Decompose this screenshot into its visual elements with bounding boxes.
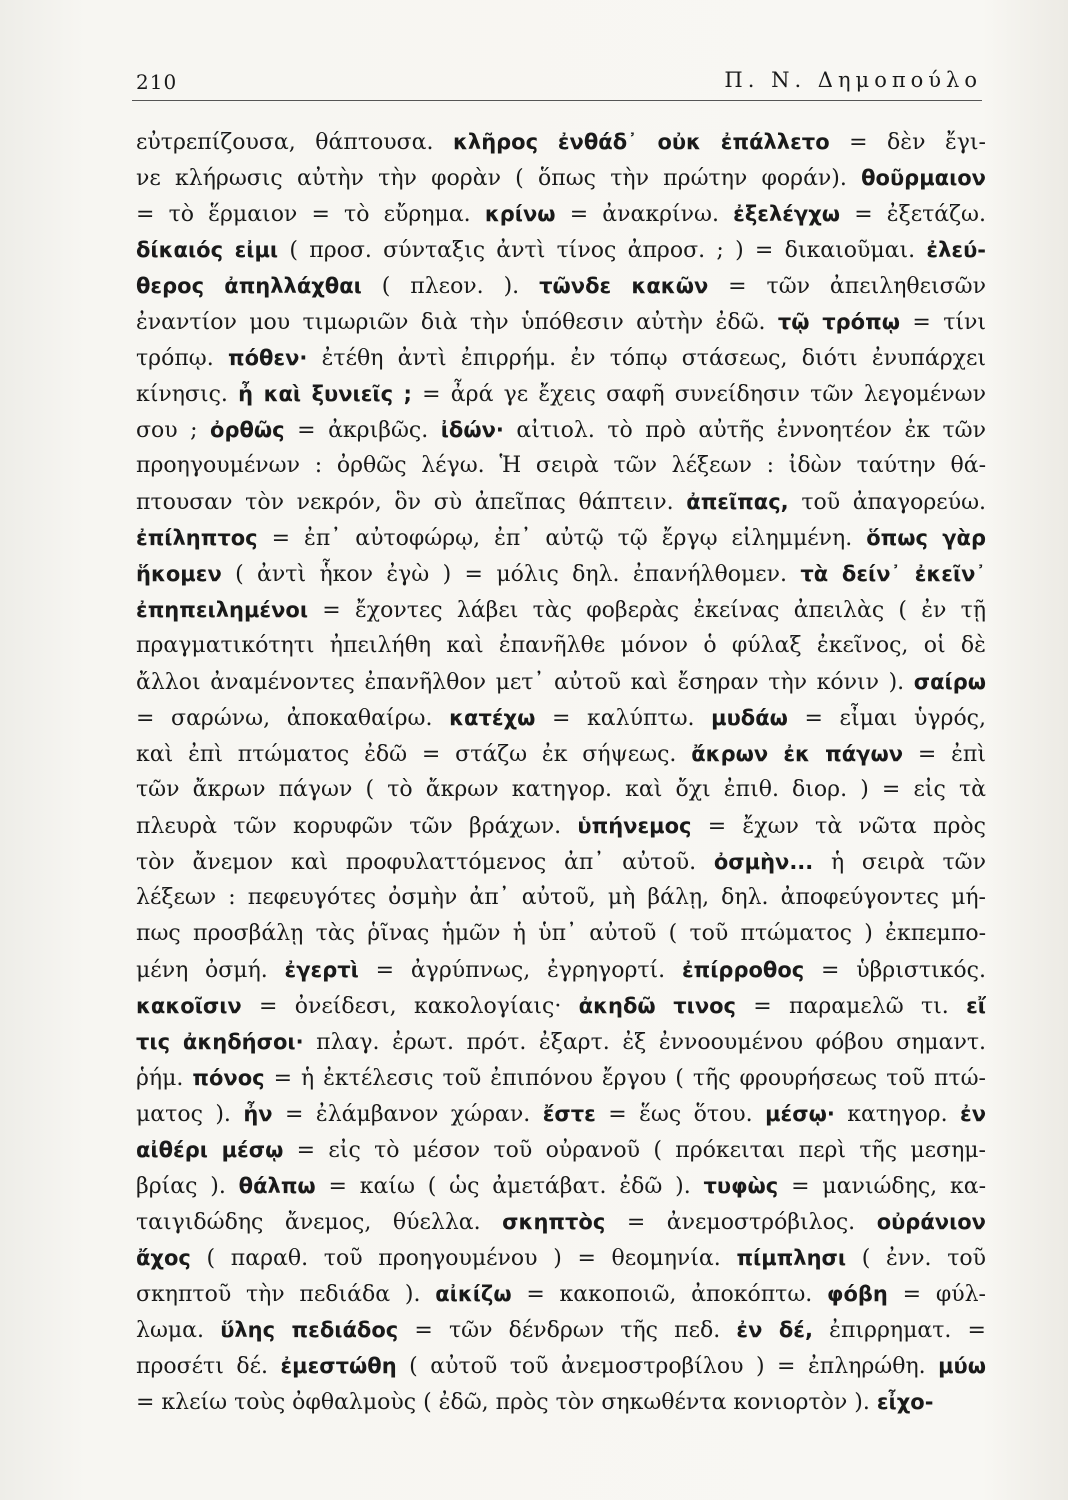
- headword: ἀπεῖπας,: [686, 490, 789, 514]
- commentary-text: [136, 124, 986, 1420]
- gloss-text: = δὲν ἔγι-: [829, 130, 986, 155]
- text-line: [136, 1096, 986, 1132]
- gloss-text: εὐτρεπίζουσα, θάπτουσα.: [136, 130, 453, 155]
- headword: ὑπήνεμος: [577, 814, 692, 838]
- headword: ἦ καὶ ξυνιεῖς ;: [238, 382, 412, 406]
- headword: ὀρθῶς: [210, 418, 285, 442]
- headword: ἐπηπειλημένοι: [136, 598, 309, 622]
- gloss-text: πραγματικότητι ἠπειλήθη καὶ ἐπανῆλθε μόνον ὁ φύλαξ ἐκεῖνος, οἱ δὲ: [136, 633, 986, 658]
- headword: πόνος: [192, 1066, 265, 1090]
- running-head: Π. Ν. Δημοπούλο: [724, 68, 982, 92]
- gloss-text: κίνησις.: [136, 382, 239, 407]
- gloss-text: = κακοποιῶ, ἀποκόπτω.: [511, 1282, 828, 1307]
- text-line: [136, 808, 986, 844]
- gloss-text: ἡ σειρὰ τῶν: [813, 850, 986, 875]
- gloss-text: = ἐξετάζω.: [840, 202, 986, 227]
- headword: κακοῖσιν: [136, 994, 242, 1018]
- headword: ἐν: [960, 1102, 986, 1126]
- headword: ἐν δέ,: [736, 1318, 813, 1342]
- text-line: [136, 1060, 986, 1096]
- gloss-text: ( προσ. σύνταξις ἀντὶ τίνος ἀπροσ. ; ) = δικαιοῦμαι.: [278, 238, 927, 263]
- gloss-text: πλευρὰ τῶν κορυφῶν τῶν βράχων.: [136, 814, 578, 839]
- text-line: [136, 520, 986, 556]
- gloss-text: μένη ὀσμή.: [136, 958, 285, 983]
- gloss-text: = εἰς τὸ μέσον τοῦ οὐρανοῦ ( πρόκειται περὶ τῆς μεσημ-: [283, 1138, 986, 1163]
- gloss-text: αἰτιολ. τὸ πρὸ αὐτῆς ἐννοητέον ἐκ τῶν: [503, 418, 986, 443]
- gloss-text: ( πλεον. ).: [361, 274, 540, 299]
- gloss-text: = καλύπτω.: [535, 706, 712, 731]
- text-line: [136, 628, 986, 664]
- text-line: [136, 1168, 986, 1204]
- gloss-text: = κλείω τοὺς ὀφθαλμοὺς ( ἐδῶ, πρὸς τὸν σηκωθέντα κονιορτὸν ).: [136, 1390, 877, 1415]
- headword: φόβη: [827, 1282, 888, 1306]
- text-line: [136, 664, 986, 700]
- text-line: [136, 736, 986, 772]
- gloss-text: σου ;: [136, 418, 211, 443]
- text-line: [136, 160, 986, 196]
- headword: ὀσμὴν...: [713, 850, 814, 874]
- gloss-text: νε κλήρωσις αὐτὴν τὴν φορὰν ( ὅπως τὴν πρώτην φοράν).: [136, 166, 862, 191]
- text-line: [136, 1276, 986, 1312]
- headword: αἰκίζω: [435, 1282, 512, 1306]
- headword: ἐμεστώθη: [280, 1354, 397, 1378]
- text-line: [136, 844, 986, 880]
- headword: κρίνω: [484, 202, 556, 226]
- headword: δίκαιός εἰμι: [136, 238, 279, 262]
- gloss-text: πλαγ. ἐρωτ. πρότ. ἐξαρτ. ἐξ ἐννοουμένου φόβου σημαντ.: [303, 1030, 986, 1055]
- gloss-text: = τῶν ἀπειληθεισῶν: [708, 274, 986, 299]
- gloss-text: λωμα.: [136, 1318, 221, 1343]
- gloss-text: καὶ ἐπὶ πτώματος ἐδῶ = στάζω ἐκ σήψεως.: [136, 742, 692, 767]
- gloss-text: κατηγορ.: [834, 1102, 960, 1127]
- gloss-text: = ἐλάμβανον χώραν.: [272, 1102, 543, 1127]
- gloss-text: = ἐπὶ: [903, 742, 986, 767]
- text-line: [136, 1024, 986, 1060]
- gloss-text: = ὑβριστικός.: [804, 958, 986, 983]
- gloss-text: ταιγιδώδης ἄνεμος, θύελλα.: [136, 1210, 503, 1235]
- gloss-text: λέξεων : πεφευγότες ὀσμὴν ἀπ᾽ αὐτοῦ, μὴ βάλῃ, δηλ. ἀποφεύγοντες μή-: [136, 885, 986, 910]
- gloss-text: ἐπιρρηματ. =: [812, 1318, 986, 1343]
- gloss-text: = ἔχοντες λάβει τὰς φοβερὰς ἐκείνας ἀπειλὰς ( ἐν τῇ: [308, 598, 986, 623]
- gloss-text: = ἀνεμοστρόβιλος.: [605, 1210, 877, 1235]
- page-number: 210: [136, 70, 178, 94]
- gloss-text: = ἆρά γε ἔχεις σαφῆ συνείδησιν τῶν λεγομένων: [411, 382, 986, 407]
- headword: ἐξελέγχω: [733, 202, 841, 226]
- text-line: [136, 1204, 986, 1240]
- gloss-text: = ἀνακρίνω.: [555, 202, 734, 227]
- headword: εἶχο-: [876, 1390, 934, 1414]
- gloss-text: = ἀκριβῶς.: [284, 418, 441, 443]
- headword: αἰθέρι μέσῳ: [136, 1138, 284, 1162]
- headword: κατέχω: [449, 706, 536, 730]
- gloss-text: = τῶν δένδρων τῆς πεδ.: [398, 1318, 737, 1343]
- text-line: [136, 556, 986, 592]
- text-line: [136, 232, 986, 268]
- headword: μέσῳ·: [765, 1102, 835, 1126]
- headword: ἄκρων ἐκ πάγων: [691, 742, 903, 766]
- text-line: [136, 340, 986, 376]
- gloss-text: = τίνι: [899, 310, 986, 335]
- text-line: [136, 1384, 986, 1420]
- headword: τὰ δείν᾽ ἐκεῖν᾽: [800, 562, 986, 586]
- headword: σαίρω: [913, 670, 986, 694]
- gloss-text: τὸν ἄνεμον καὶ προφυλαττόμενος ἀπ᾽ αὐτοῦ.: [136, 850, 714, 875]
- gloss-text: ( παραθ. τοῦ προηγουμένου ) = θεομηνία.: [190, 1246, 737, 1271]
- gloss-text: βρίας ).: [136, 1174, 239, 1199]
- gloss-text: ἄλλοι ἀναμένοντες ἐπανῆλθον μετ᾽ αὐτοῦ καὶ ἔσηραν τὴν κόνιν ).: [136, 670, 914, 695]
- headword: εἴ: [966, 994, 986, 1018]
- headword: ἐγερτὶ: [284, 958, 359, 982]
- headword: ἐπίληπτος: [136, 526, 258, 550]
- text-line: [136, 952, 986, 988]
- gloss-text: τῶν ἄκρων πάγων ( τὸ ἄκρων κατηγορ. καὶ ὄχι ἐπιθ. διορ. ) = εἰς τὰ: [136, 777, 986, 802]
- gloss-text: ἐτέθη ἀντὶ ἐπιρρήμ. ἐν τόπῳ στάσεως, διότι ἐνυπάρχει: [307, 346, 986, 371]
- headword: θοῦρμαιον: [861, 166, 986, 190]
- text-line: [136, 988, 986, 1024]
- headword: πίμπλησι: [736, 1246, 847, 1270]
- headword: θερος ἀπηλλάχθαι: [136, 274, 362, 298]
- headword: πόθεν·: [227, 346, 308, 370]
- text-line: [136, 268, 986, 304]
- headword: τυφὼς: [703, 1174, 779, 1198]
- headword: ὕλης πεδιάδος: [220, 1318, 399, 1342]
- gloss-text: = ἔχων τὰ νῶτα πρὸς: [691, 814, 986, 839]
- gloss-text: πως προσβάλῃ τὰς ῥῖνας ἡμῶν ἡ ὑπ᾽ αὐτοῦ ( τοῦ πτώματος ) ἐκπεμπο-: [136, 921, 986, 946]
- headword: ἔστε: [542, 1102, 596, 1126]
- headword: ἦν: [243, 1102, 273, 1126]
- gloss-text: ματος ).: [136, 1102, 244, 1127]
- text-line: [136, 772, 986, 808]
- text-line: [136, 196, 986, 232]
- headword: οὐράνιον: [876, 1210, 986, 1234]
- page-header: [132, 66, 982, 101]
- text-line: [136, 700, 986, 736]
- gloss-text: προηγουμένων : ὀρθῶς λέγω. Ἡ σειρὰ τῶν λέξεων : ἰδὼν ταύτην θά-: [136, 453, 986, 478]
- headword: θάλπω: [238, 1174, 316, 1198]
- headword: τῷ τρόπῳ: [777, 310, 900, 334]
- gloss-text: σκηπτοῦ τὴν πεδιάδα ).: [136, 1282, 436, 1307]
- headword: μύω: [938, 1354, 986, 1378]
- gloss-text: = ἡ ἐκτέλεσις τοῦ ἐπιπόνου ἔργου ( τῆς φρουρήσεως τοῦ πτώ-: [264, 1066, 986, 1091]
- gloss-text: ἐναντίον μου τιμωριῶν διὰ τὴν ὑπόθεσιν αὐτὴν ἐδῶ.: [136, 310, 778, 335]
- text-line: [136, 412, 986, 448]
- headword: ἄχος: [136, 1246, 191, 1270]
- headword: ἐλεύ-: [926, 238, 986, 262]
- text-line: [136, 304, 986, 340]
- text-line: [136, 1312, 986, 1348]
- headword: τῶνδε κακῶν: [539, 274, 709, 298]
- gloss-text: = εἶμαι ὑγρός,: [787, 706, 986, 731]
- text-line: [136, 1240, 986, 1276]
- headword: ὅπως γὰρ: [866, 526, 986, 550]
- text-line: [136, 1132, 986, 1168]
- headword: κλῆρος ἐνθάδ᾽ οὐκ ἐπάλλετο: [452, 130, 830, 154]
- gloss-text: τοῦ ἀπαγορεύω.: [788, 490, 986, 515]
- headword: ἀκηδῶ τινος: [578, 994, 736, 1018]
- text-line: [136, 592, 986, 628]
- text-line: [136, 448, 986, 484]
- gloss-text: ( ἐνν. τοῦ: [846, 1246, 986, 1271]
- gloss-text: = ἀγρύπνως, ἐγρηγορτί.: [358, 958, 682, 983]
- headword: μυδάω: [711, 706, 788, 730]
- gloss-text: = τὸ ἕρμαιον = τὸ εὔρημα.: [136, 202, 485, 227]
- text-line: [136, 484, 986, 520]
- gloss-text: = μανιώδης, κα-: [778, 1174, 986, 1199]
- headword: ἥκομεν: [136, 562, 222, 586]
- headword: ἐπίρροθος: [681, 958, 805, 982]
- gloss-text: = παραμελῶ τι.: [736, 994, 967, 1019]
- gloss-text: πτουσαν τὸν νεκρόν, ὃν σὺ ἀπεῖπας θάπτειν.: [136, 490, 687, 515]
- gloss-text: προσέτι δέ.: [136, 1354, 281, 1379]
- text-line: [136, 124, 986, 160]
- bleed-through-text: [1031, 40, 1038, 59]
- text-line: [136, 880, 986, 916]
- gloss-text: = σαρώνω, ἀποκαθαίρω.: [136, 706, 450, 731]
- gloss-text: ( ἀντὶ ἧκον ἐγὼ ) = μόλις δηλ. ἐπανήλθομεν.: [221, 562, 801, 587]
- gloss-text: ( αὐτοῦ τοῦ ἀνεμοστροβίλου ) = ἐπληρώθη.: [396, 1354, 939, 1379]
- text-line: [136, 376, 986, 412]
- headword: τις ἀκηδήσοι·: [136, 1030, 304, 1054]
- text-line: [136, 916, 986, 952]
- gloss-text: = ἕως ὅτου.: [595, 1102, 766, 1127]
- gloss-text: ῥήμ.: [136, 1066, 193, 1091]
- gloss-text: τρόπῳ.: [136, 346, 228, 371]
- headword: σκηπτὸς: [502, 1210, 606, 1234]
- gloss-text: = ἐπ᾽ αὐτοφώρῳ, ἐπ᾽ αὐτῷ τῷ ἔργῳ εἰλημμένη.: [257, 526, 867, 551]
- headword: ἰδών·: [440, 418, 504, 442]
- gloss-text: = καίω ( ὡς ἀμετάβατ. ἐδῶ ).: [315, 1174, 704, 1199]
- text-line: [136, 1348, 986, 1384]
- gloss-text: = φύλ-: [887, 1282, 986, 1307]
- gloss-text: = ὀνείδεσι, κακολογίαις·: [241, 994, 579, 1019]
